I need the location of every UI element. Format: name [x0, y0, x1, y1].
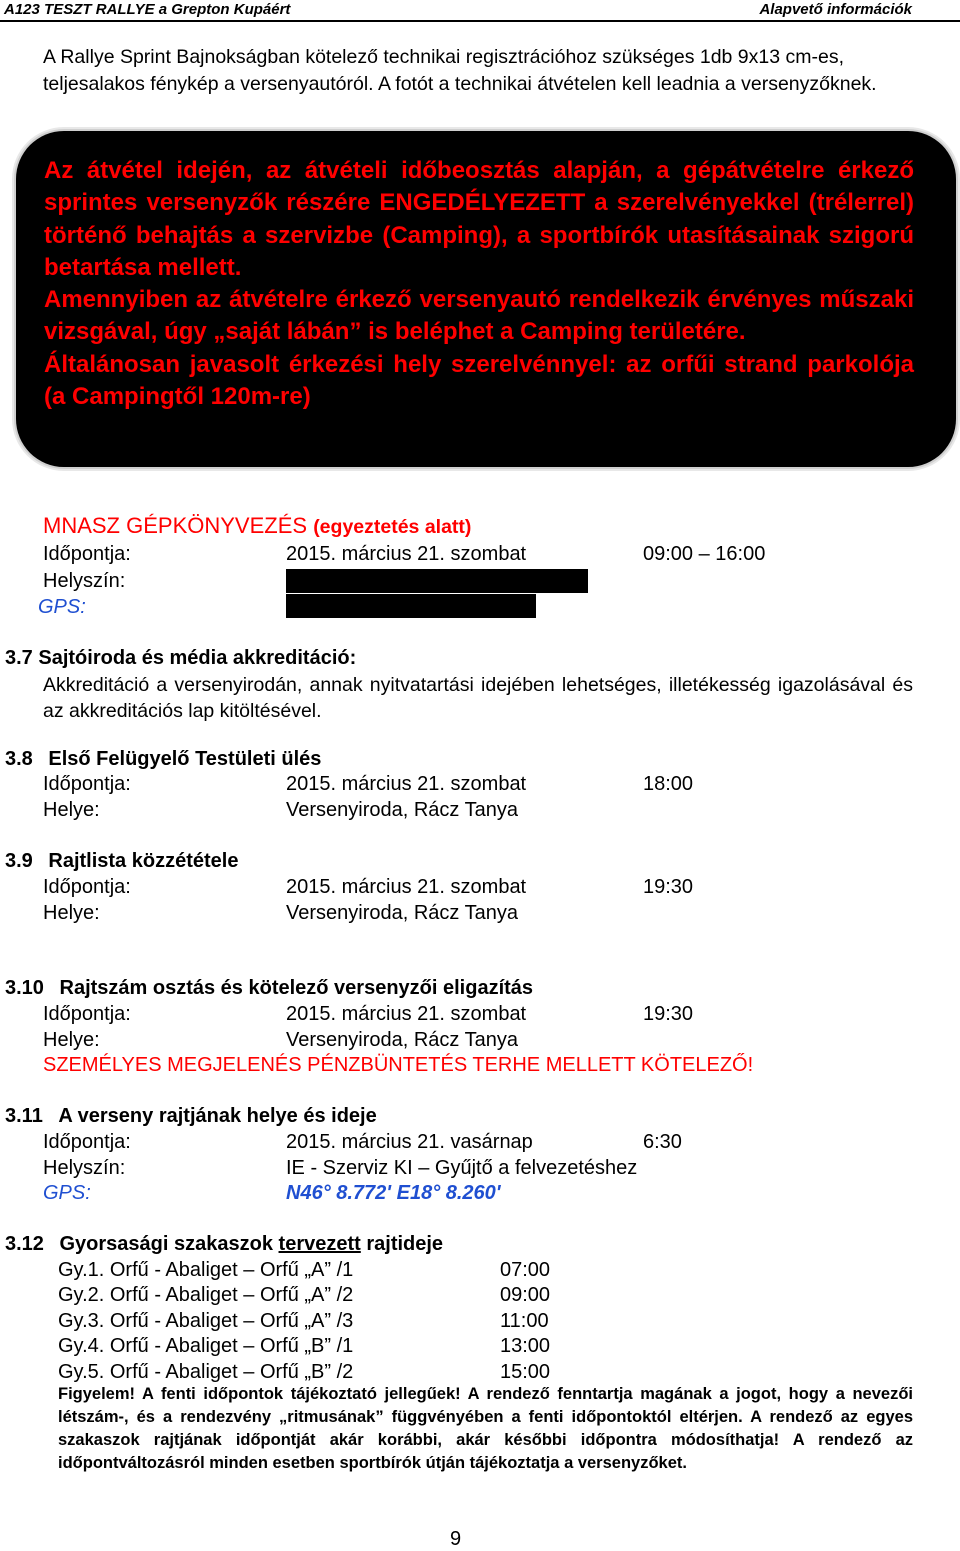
- s39-place-label: Helye:: [43, 902, 100, 924]
- s310-time-label: Időpontja:: [43, 1003, 131, 1025]
- section-title: Rajtlista közzététele: [48, 850, 239, 872]
- s311-date: 2015. március 21. vasárnap: [286, 1131, 533, 1153]
- stage-time: 07:00: [500, 1259, 551, 1281]
- stage-name: Gy.3. Orfű - Abaliget – Orfű „A” /3: [58, 1310, 354, 1332]
- section-title-underlined: tervezett: [278, 1233, 361, 1255]
- notice-p1: Az átvétel idején, az átvételi időbeosztás alapján, a gépátvételre érkező sprintes versenyzők részére ENGEDÉLYEZETT a szerelvényekkel (trélerrel) történő behajtás a szervizbe (Camping), a sportbírók utasításainak szigorú betartása mellett.: [44, 157, 914, 281]
- redacted-gps: [286, 594, 536, 618]
- section-number: 3.8: [5, 748, 33, 770]
- s310-place: Versenyiroda, Rácz Tanya: [286, 1029, 518, 1051]
- section-3-9-heading: [5, 850, 238, 873]
- s38-place: Versenyiroda, Rácz Tanya: [286, 799, 518, 821]
- s38-time-label: Időpontja:: [43, 773, 131, 795]
- header-section: Alapvető információk: [759, 1, 912, 18]
- stage-time: 09:00: [500, 1284, 551, 1306]
- s38-date: 2015. március 21. szombat: [286, 773, 527, 795]
- section-number: 3.11: [5, 1105, 43, 1127]
- s311-time: 6:30: [643, 1131, 682, 1153]
- s311-gps: N46° 8.772' E18° 8.260': [286, 1182, 501, 1204]
- section-3-8-heading: [5, 748, 321, 771]
- s311-gps-label: GPS:: [43, 1182, 91, 1204]
- stage-name: Gy.5. Orfű - Abaliget – Orfű „B” /2: [58, 1361, 354, 1383]
- s310-warning: SZEMÉLYES MEGJELENÉS PÉNZBÜNTETÉS TERHE MELLETT KÖTELEZŐ!: [43, 1054, 754, 1076]
- s311-place-label: Helyszín:: [43, 1157, 126, 1179]
- stage-time: 13:00: [500, 1335, 551, 1357]
- notice-p2: Amennyiben az átvételre érkező versenyautó rendelkezik érvényes műszaki vizsgával, úgy „saját lábán” is beléphet a Camping területére.: [44, 286, 914, 346]
- section-3-11-heading: [5, 1105, 377, 1128]
- mnasz-gps-label: GPS:: [38, 596, 86, 618]
- section-title: Rajtszám osztás és kötelező versenyzői eligazítás: [59, 977, 534, 999]
- s310-time: 19:30: [643, 1003, 694, 1025]
- section-3-7-heading: [5, 647, 356, 670]
- stage-name: Gy.4. Orfű - Abaliget – Orfű „B” /1: [58, 1335, 354, 1357]
- notice-text: [44, 155, 914, 413]
- stage-name: Gy.1. Orfű - Abaliget – Orfű „A” /1: [58, 1259, 354, 1281]
- section-3-10-heading: [5, 977, 533, 1000]
- mnasz-title-main: MNASZ GÉPKÖNYVEZÉS: [43, 513, 308, 538]
- s38-time: 18:00: [643, 773, 694, 795]
- mnasz-title-sub: (egyeztetés alatt): [313, 516, 472, 538]
- section-number: 3.7: [5, 647, 33, 669]
- section-number: 3.10: [5, 977, 44, 999]
- mnasz-place-label: Helyszín:: [43, 570, 126, 592]
- notice-p3: Általánosan javasolt érkezési hely szerelvénnyel: az orfűi strand parkolója (a Campingtől 120m-re): [44, 350, 914, 411]
- page-header: [0, 0, 960, 22]
- header-title: A123 TESZT RALLYE a Grepton Kupáért: [4, 1, 291, 18]
- section-title: Sajtóiroda és média akkreditáció:: [38, 647, 357, 669]
- mnasz-title: [43, 513, 471, 539]
- s310-place-label: Helye:: [43, 1029, 100, 1051]
- section-title-post: rajtideje: [366, 1233, 444, 1255]
- schedule-note: Figyelem! A fenti időpontok tájékoztató jellegűek! A rendező fenntartja magának a jogot, hogy a nevezői létszám-, és a rendezvény „ritmusának” függvényében a fenti időpontoktól eltérjen. A rendező az egyes szakaszok rajtjának időpontját akár korábbi, akár későbbi időpontra módosíthatja! A rendező az időpontváltozásról minden esetben sportbírók útján tájékoztatja a versenyzőket.: [58, 1385, 913, 1472]
- notice-box: [16, 131, 956, 467]
- s39-time-label: Időpontja:: [43, 876, 131, 898]
- mnasz-date: 2015. március 21. szombat: [286, 543, 527, 565]
- section-3-12-heading: [5, 1233, 443, 1256]
- s39-place: Versenyiroda, Rácz Tanya: [286, 902, 518, 924]
- mnasz-time-label: Időpontja:: [43, 543, 131, 565]
- s39-time: 19:30: [643, 876, 694, 898]
- intro-paragraph: A Rallye Sprint Bajnokságban kötelező technikai regisztrációhoz szükséges 1db 9x13 cm-es, teljesalakos fénykép a versenyautóról. A fotót a technikai átvételen kell leadnia a versenyzőknek.: [43, 46, 877, 95]
- section-number: 3.12: [5, 1233, 44, 1255]
- s311-time-label: Időpontja:: [43, 1131, 131, 1153]
- header-rule: [0, 20, 960, 22]
- section-title: A verseny rajtjának helye és ideje: [58, 1105, 377, 1127]
- s311-place: IE - Szerviz KI – Gyűjtő a felvezetéshez: [286, 1157, 638, 1179]
- s310-date: 2015. március 21. szombat: [286, 1003, 527, 1025]
- section-title: Első Felügyelő Testületi ülés: [48, 748, 322, 770]
- section-title-pre: Gyorsasági szakaszok: [59, 1233, 273, 1255]
- redacted-place: [286, 569, 588, 593]
- s38-place-label: Helye:: [43, 799, 100, 821]
- section-3-7-body: Akkreditáció a versenyirodán, annak nyitvatartási idejében lehetséges, illetékesség igazolásával és az akkreditációs lap kitöltésével.: [43, 674, 913, 722]
- mnasz-time: 09:00 – 16:00: [643, 543, 766, 565]
- stage-name: Gy.2. Orfű - Abaliget – Orfű „A” /2: [58, 1284, 354, 1306]
- stage-time: 11:00: [500, 1310, 549, 1332]
- page-number: 9: [450, 1528, 462, 1550]
- s39-date: 2015. március 21. szombat: [286, 876, 527, 898]
- section-number: 3.9: [5, 850, 33, 872]
- stage-time: 15:00: [500, 1361, 551, 1383]
